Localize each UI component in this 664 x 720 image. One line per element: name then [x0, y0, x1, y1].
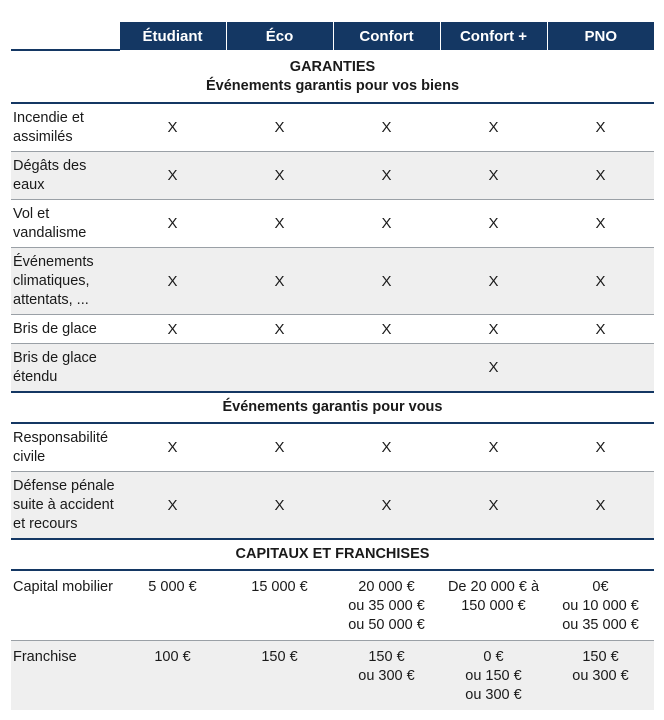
check-mark: X [440, 248, 547, 315]
check-mark: X [440, 423, 547, 472]
amount-line: ou 35 000 € [562, 617, 639, 633]
check-mark: X [440, 103, 547, 152]
amount-line: 20 000 € [358, 579, 415, 595]
table-row [11, 103, 654, 152]
table-row [11, 152, 654, 200]
amount-cell [119, 641, 226, 711]
amount-line: 5 000 € [148, 579, 197, 595]
check-mark: X [226, 472, 333, 540]
check-mark: X [226, 248, 333, 315]
check-mark [333, 344, 440, 393]
check-mark: X [547, 248, 654, 315]
amount-cell [226, 641, 333, 711]
check-mark: X [119, 200, 226, 248]
table-row [11, 472, 654, 540]
check-mark: X [440, 152, 547, 200]
amount-line: ou 35 000 € [348, 598, 425, 614]
amount-line: ou 10 000 € [562, 598, 639, 614]
table-row [11, 423, 654, 472]
amount-cell [547, 570, 654, 641]
row-label: Capital mobilier [11, 570, 119, 641]
plan-header-confort: Confort [333, 22, 440, 50]
amount-line: De 20 000 € à [447, 579, 540, 595]
plan-header-confort-plus: Confort + [440, 22, 547, 50]
amount-line: 150 € [368, 649, 405, 665]
check-mark: X [440, 315, 547, 344]
guarantees-table [11, 22, 654, 710]
check-mark: X [333, 248, 440, 315]
row-label: Vol et vandalisme [11, 200, 119, 248]
check-mark: X [226, 152, 333, 200]
amount-cell [547, 641, 654, 711]
check-mark: X [333, 423, 440, 472]
section-title-vous: Événements garantis pour vous [11, 392, 654, 423]
plan-header-pno: PNO [547, 22, 654, 50]
check-mark: X [119, 103, 226, 152]
table-row [11, 344, 654, 393]
amount-line: ou 50 000 € [348, 617, 425, 633]
check-mark: X [333, 315, 440, 344]
check-mark: X [547, 423, 654, 472]
check-mark: X [333, 152, 440, 200]
plan-header-eco: Éco [226, 22, 333, 50]
check-mark: X [226, 315, 333, 344]
amount-cell [333, 570, 440, 641]
amount-cell [333, 641, 440, 711]
row-label: Franchise [11, 641, 119, 711]
section-title-biens: Événements garantis pour vos biens [205, 78, 460, 94]
section-vous [11, 392, 654, 423]
check-mark [226, 344, 333, 393]
section-garanties [11, 50, 654, 103]
row-label: Événements climatiques, attentats, ... [11, 248, 119, 315]
check-mark: X [226, 423, 333, 472]
amount-cell [440, 641, 547, 711]
section-title-garanties: GARANTIES [289, 59, 376, 75]
row-label: Bris de glace [11, 315, 119, 344]
amount-cell [440, 570, 547, 641]
amount-cell [119, 570, 226, 641]
check-mark: X [226, 103, 333, 152]
amount-line: ou 300 € [465, 687, 522, 703]
check-mark: X [333, 200, 440, 248]
check-mark: X [440, 344, 547, 393]
amount-line: 0€ [592, 579, 609, 595]
check-mark: X [226, 200, 333, 248]
row-label: Défense pénale suite à accident et recours [11, 472, 119, 540]
amount-line: 15 000 € [251, 579, 308, 595]
amount-line: ou 150 € [465, 668, 522, 684]
amount-line: 100 € [154, 649, 191, 665]
check-mark: X [440, 472, 547, 540]
amount-line: ou 300 € [358, 668, 415, 684]
check-mark: X [440, 200, 547, 248]
table-row [11, 248, 654, 315]
check-mark: X [547, 200, 654, 248]
amount-line: ou 300 € [572, 668, 629, 684]
amount-line: 150 000 € [461, 598, 526, 614]
row-label: Bris de glace étendu [11, 344, 119, 393]
guarantees-table-wrapper [11, 22, 654, 710]
check-mark: X [119, 423, 226, 472]
row-label: Responsabilité civile [11, 423, 119, 472]
section-title-capitaux: CAPITAUX ET FRANCHISES [11, 539, 654, 570]
check-mark: X [119, 152, 226, 200]
check-mark: X [119, 315, 226, 344]
section-capitaux [11, 539, 654, 570]
check-mark: X [119, 248, 226, 315]
table-row [11, 200, 654, 248]
table-row [11, 315, 654, 344]
check-mark [119, 344, 226, 393]
amount-line: 150 € [261, 649, 298, 665]
row-label: Dégâts des eaux [11, 152, 119, 200]
check-mark: X [333, 472, 440, 540]
row-label: Incendie et assimilés [11, 103, 119, 152]
table-row [11, 641, 654, 711]
plan-header-etudiant: Étudiant [119, 22, 226, 50]
check-mark: X [547, 103, 654, 152]
amount-line: 150 € [582, 649, 619, 665]
table-row [11, 570, 654, 641]
check-mark: X [547, 472, 654, 540]
check-mark [547, 344, 654, 393]
amount-line: 0 € [483, 649, 504, 665]
check-mark: X [547, 315, 654, 344]
check-mark: X [333, 103, 440, 152]
plan-header-row [11, 22, 654, 50]
check-mark: X [547, 152, 654, 200]
amount-cell [226, 570, 333, 641]
header-blank-cell [11, 22, 119, 50]
check-mark: X [119, 472, 226, 540]
